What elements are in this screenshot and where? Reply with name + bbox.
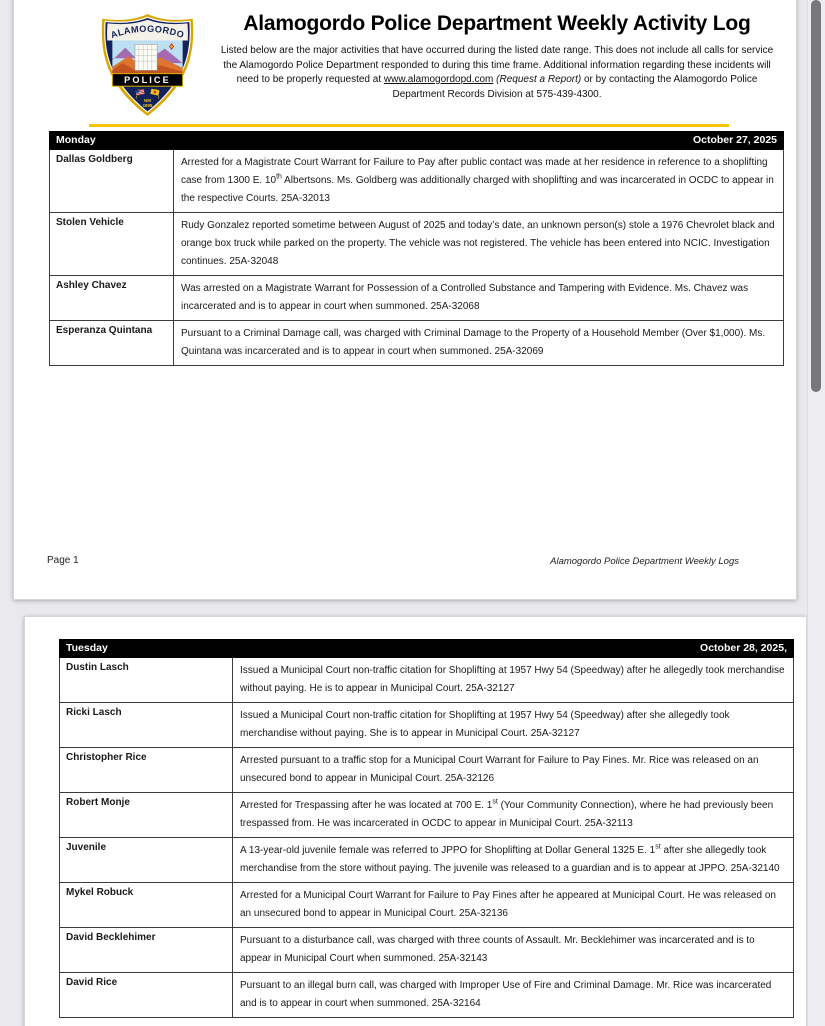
entry-name: Christopher Rice — [60, 748, 233, 793]
table-row — [50, 150, 784, 213]
table-row — [60, 658, 794, 703]
gold-divider — [89, 124, 729, 127]
intro-text-2: or by contacting the Alamogordo Police Department Records Division at 575-439-4300. — [392, 74, 758, 100]
document-page-2 — [24, 616, 807, 1026]
badge-nm-text: NM — [144, 98, 151, 104]
scrollbar-thumb[interactable] — [811, 0, 821, 392]
scrollbar-track[interactable] — [807, 0, 825, 1026]
table-row — [60, 838, 794, 883]
table-row — [60, 793, 794, 838]
table-row — [60, 928, 794, 973]
entry-description: Rudy Gonzalez reported sometime between August of 2025 and today’s date, an unknown person(s) stole a 1976 Chevrolet black and orange box truck while parked on the property. The vehicle was not registered. The vehicle has been entered into NCIC. Investigation continues. 25A-32048 — [174, 213, 784, 276]
table-row — [60, 703, 794, 748]
table-header-row — [50, 132, 784, 150]
badge-arc-text: ALAMOGORDO — [109, 23, 186, 41]
footer-document-name: Alamogordo Police Department Weekly Logs — [550, 556, 739, 567]
entry-name: Dallas Goldberg — [50, 150, 174, 213]
entry-name: Robert Monje — [60, 793, 233, 838]
table-row — [60, 748, 794, 793]
page-number: Page 1 — [47, 555, 79, 566]
table-header-row — [60, 640, 794, 658]
entry-name: Esperanza Quintana — [50, 321, 174, 366]
day-label: Tuesday — [60, 640, 233, 658]
date-label: October 27, 2025 — [174, 132, 784, 150]
document-title: Alamogordo Police Department Weekly Activity Log — [243, 12, 751, 35]
entry-description: Arrested for a Municipal Court Warrant for Failure to Pay Fines after he appeared at Municipal Court. He was released on an unsecured bond to appear in Municipal Court. 25A-32136 — [233, 883, 794, 928]
entry-name: Ricki Lasch — [60, 703, 233, 748]
intro-italic: (Request a Report) — [496, 74, 582, 85]
table-row — [60, 883, 794, 928]
alamogordo-police-badge-icon — [99, 13, 196, 117]
document-intro — [216, 44, 778, 102]
entry-description: Arrested for Trespassing after he was located at 700 E. 1st (Your Community Connection), where he had previously been trespassed from. He was incarcerated in OCDC to appear in Municipal Court. 25A-32113 — [233, 793, 794, 838]
entry-description: Arrested for a Magistrate Court Warrant for Failure to Pay after public contact was made at her residence in reference to a shoplifting case from 1300 E. 10th Albertsons. Ms. Goldberg was additionally charged with shoplifting and was incarcerated in OCDC to appear in the respective Courts. 25A-32013 — [174, 150, 784, 213]
intro-text-1: Listed below are the major activities that have occurred during the listed date range. This does not include all calls for service the Alamogordo Police Department responded to during this time frame. Additional information regarding these incidents will need to be properly requested at — [220, 45, 774, 85]
table-row — [50, 213, 784, 276]
document-page-1 — [13, 0, 797, 600]
entry-description: Issued a Municipal Court non-traffic citation for Shoplifting at 1957 Hwy 54 (Speedway) after he allegedly took merchandise without paying. He is to appear in Municipal Court. 25A-32127 — [233, 658, 794, 703]
entry-description: Pursuant to a Criminal Damage call, was charged with Criminal Damage to the Property of a Household Member (Over $1,000). Ms. Quintana was incarcerated and is to appear in court when summoned. 25A-32069 — [174, 321, 784, 366]
badge-year-text: 1898 — [142, 103, 153, 109]
entry-name: Juvenile — [60, 838, 233, 883]
entry-name: David Rice — [60, 973, 233, 1018]
entry-description: Pursuant to a disturbance call, was charged with three counts of Assault. Mr. Becklehimer was incarcerated and is to appear in Municipal Court when summoned. 25A-32143 — [233, 928, 794, 973]
entry-description: Arrested pursuant to a traffic stop for a Municipal Court Warrant for Failure to Pay Fines. Mr. Rice was released on an unsecured bond to appear in Municipal Court. 25A-32126 — [233, 748, 794, 793]
tuesday-activity-table — [59, 639, 794, 1018]
website-link[interactable]: www.alamogordopd.com — [383, 74, 494, 85]
entry-name: David Becklehimer — [60, 928, 233, 973]
entry-name: Ashley Chavez — [50, 276, 174, 321]
entry-name: Stolen Vehicle — [50, 213, 174, 276]
entry-description: Pursuant to an illegal burn call, was charged with Improper Use of Fire and Criminal Damage. Mr. Rice was incarcerated and is to appear in court when summoned. 25A-32164 — [233, 973, 794, 1018]
day-label: Monday — [50, 132, 174, 150]
table-row — [50, 276, 784, 321]
table-row — [50, 321, 784, 366]
entry-description: Issued a Municipal Court non-traffic citation for Shoplifting at 1957 Hwy 54 (Speedway) after she allegedly took merchandise without paying. She is to appear in Municipal Court. 25A-32127 — [233, 703, 794, 748]
badge-police-text: POLICE — [124, 75, 171, 86]
entry-name: Mykel Robuck — [60, 883, 233, 928]
date-label: October 28, 2025, — [233, 640, 794, 658]
entry-description: Was arrested on a Magistrate Warrant for Possession of a Controlled Substance and Tampering with Evidence. Ms. Chavez was incarcerated and is to appear in court when summoned. 25A-32068 — [174, 276, 784, 321]
entry-name: Dustin Lasch — [60, 658, 233, 703]
monday-activity-table — [49, 131, 784, 366]
table-row — [60, 973, 794, 1018]
entry-description: A 13-year-old juvenile female was referred to JPPO for Shoplifting at Dollar General 1325 E. 1st after she allegedly took merchandise from the store without paying. The juvenile was released to a guardian and is to appear at JPPO. 25A-32140 — [233, 838, 794, 883]
